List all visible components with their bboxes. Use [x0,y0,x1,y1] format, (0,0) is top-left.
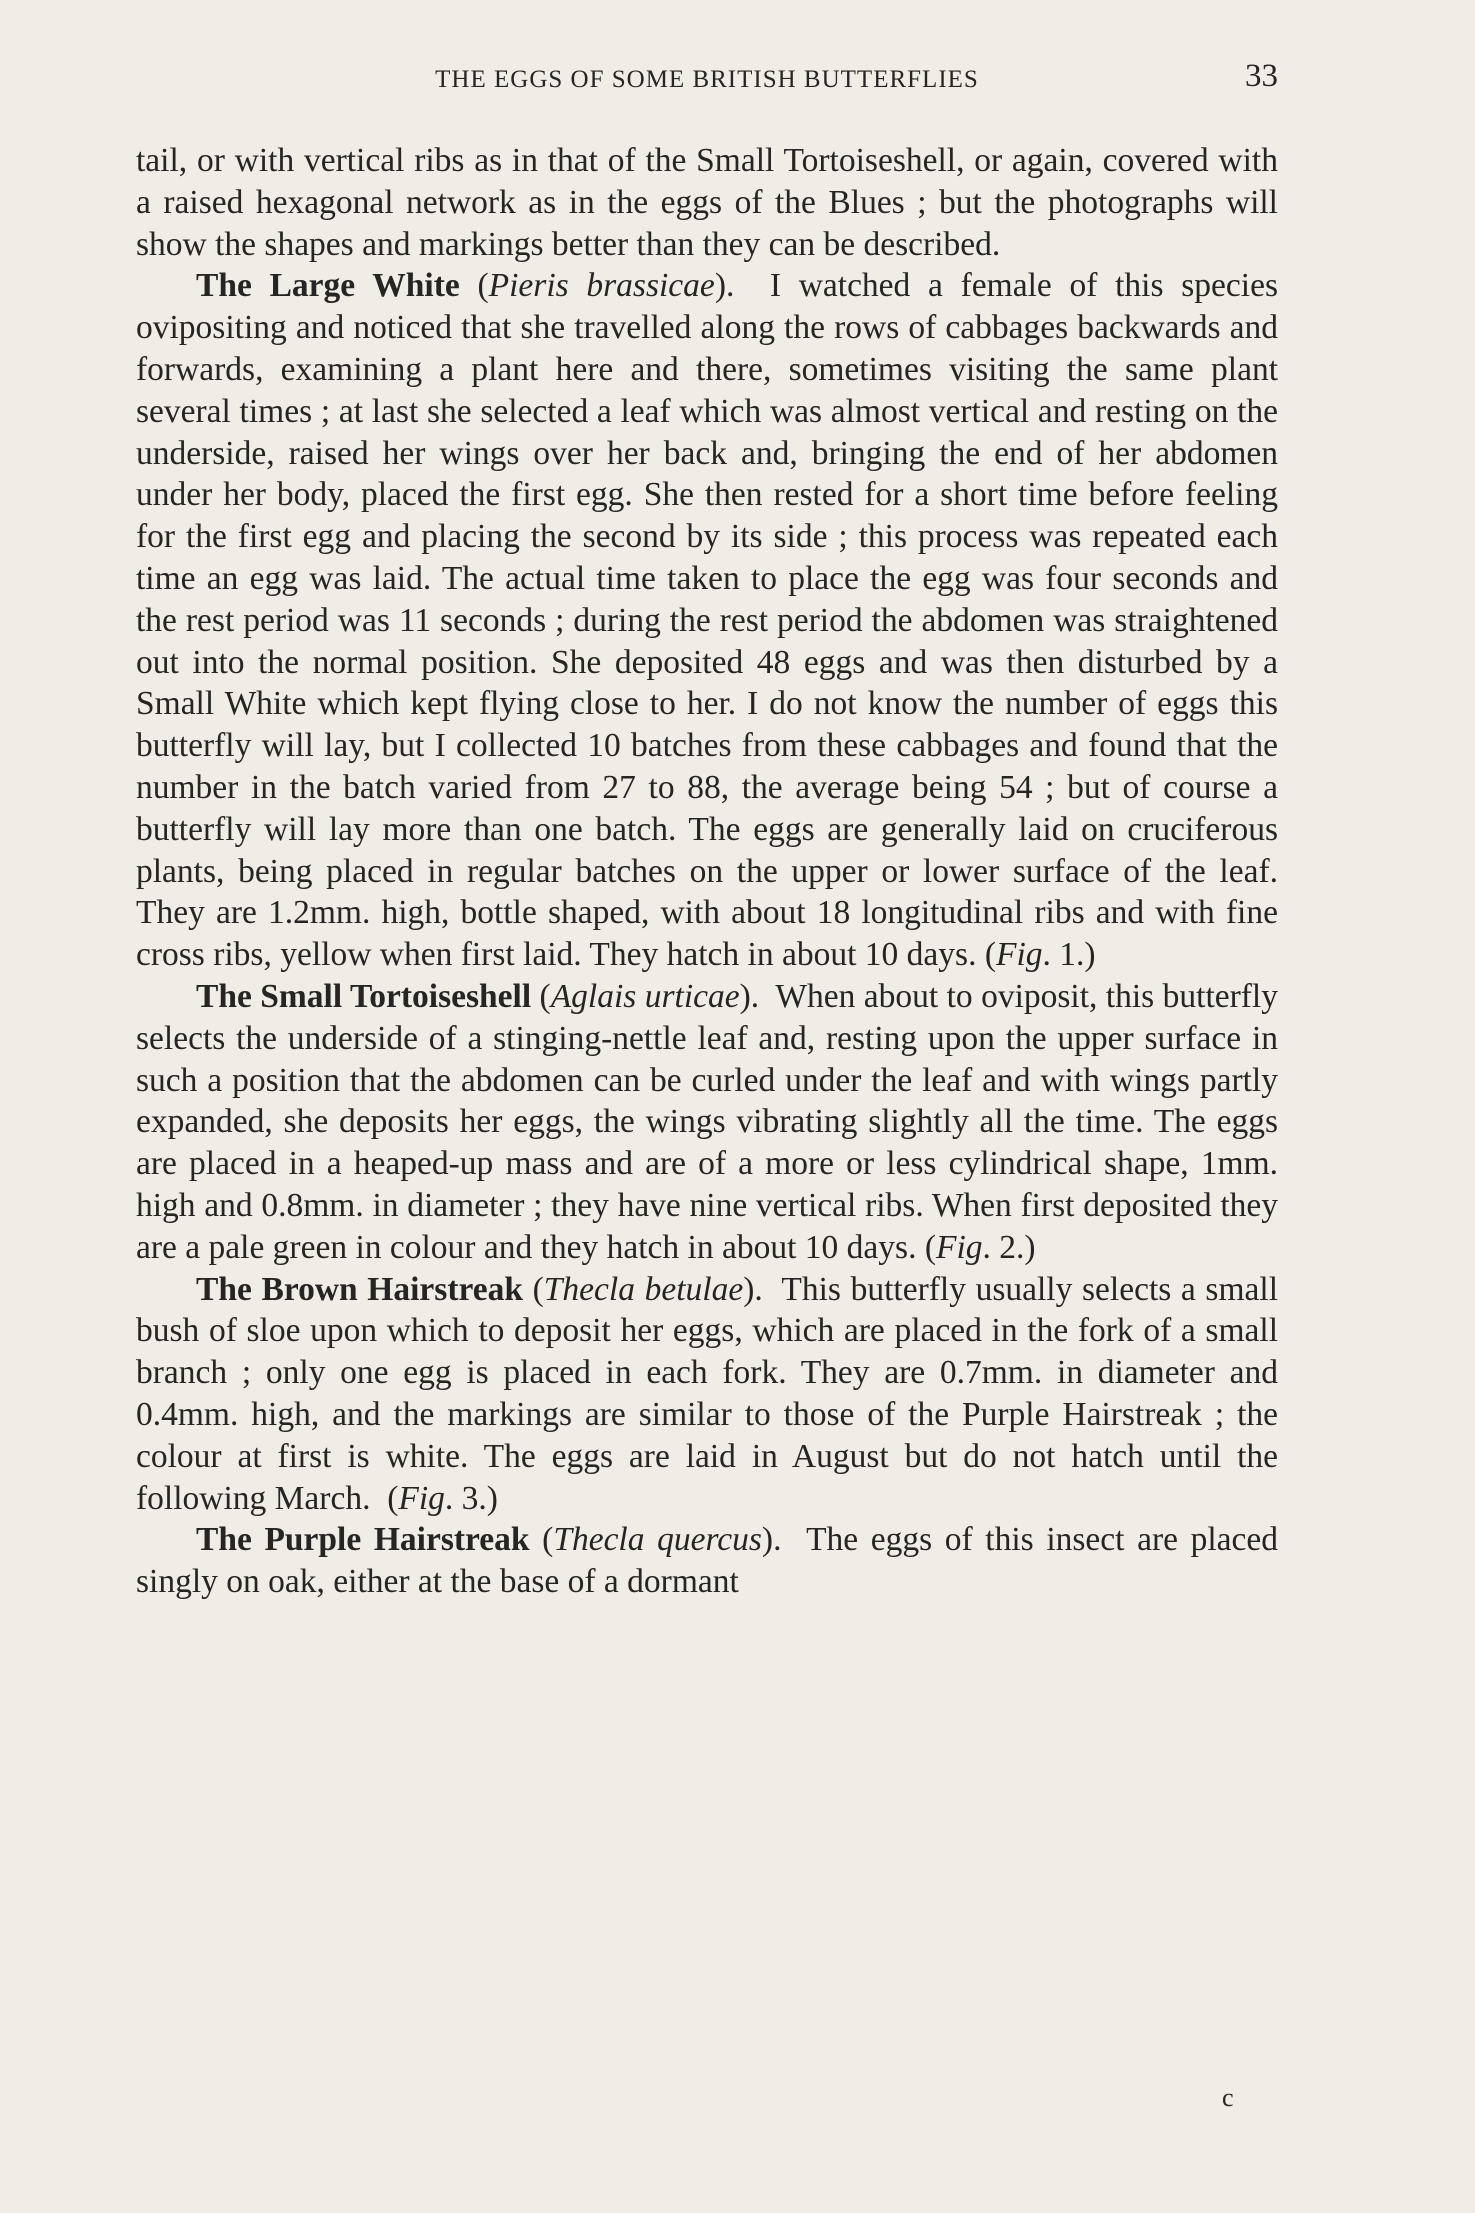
paragraph-small-tortoiseshell: The Small Tortoiseshell (Aglais urticae). When about to oviposit, this butterfly selects the underside of a stinging-nettle leaf and, resting upon the upper surface in such a position that the abdomen can be curled under the leaf and with wings partly expanded, she deposits her eggs, the wings vibrating slightly all the time. The eggs are placed in a heaped-up mass and are of a more or less cylindrical shape, 1mm. high and 0.8mm. in diameter ; they have nine vertical ribs. When first deposited they are a pale green in colour and they hatch in about 10 days. (Fig. 2.) [136,977,1278,1266]
scientific-name: Thecla quercus [553,1521,762,1559]
species-heading: The Purple Hairstreak [196,1521,530,1559]
species-heading: The Large White [196,267,460,305]
figure-ref-label: Fig [398,1479,445,1517]
figure-ref-number: 1. [1059,936,1085,974]
figure-ref-number: 2. [999,1228,1025,1266]
paragraph-text: I watched a female of this species ovipositing and noticed that she travelled along the rows of cabbages backwards and forwards, examining a plant here and there, sometimes visiting the same plant several times ; at last she selected a leaf which was almost vertical and resting on the underside, raised her wings over her back and, bringing the end of her abdomen under her body, placed the first egg. She then rested for a short time before feeling for the first egg and placing the second by its side ; this process was repeated each time an egg was laid. The actual time taken to place the egg was four seconds and the rest period was 11 seconds ; during the rest period the abdomen was straightened out into the normal position. She deposited 48 eggs and was then disturbed by a Small White which kept flying close to her. I do not know the number of eggs this butterfly will lay, but I collected 10 batches from these cabbages and found that the number in the batch varied from 27 to 88, the average being 54 ; but of course a butterfly will lay more than one batch. The eggs are generally laid on cruciferous plants, being placed in regular batches on the upper or lower surface of the leaf. They are 1.2mm. high, bottle shaped, with about 18 longitudinal ribs and with fine cross ribs, yellow when first laid. They hatch in about 10 days. [136,267,1278,974]
figure-ref-label: Fig [935,1228,983,1266]
running-head: THE EGGS OF SOME BRITISH BUTTERFLIES [435,66,979,93]
scientific-name: Aglais urticae [550,977,740,1015]
species-heading: The Brown Hairstreak [196,1270,523,1308]
species-heading: The Small Tortoiseshell [196,977,532,1015]
figure-ref-label: Fig [995,936,1043,974]
signature-mark: c [1222,2083,1234,2112]
page-body [136,140,1278,1603]
paragraph-text: tail, or with vertical ribs as in that of the Small Tortoiseshell, or again, covered with a raised hexagonal network as in the eggs of the Blues ; but the photographs will show the shapes and markings better than they can be described. [136,142,1278,263]
figure-ref-number: 3. [461,1479,487,1517]
scientific-name: Pieris brassicae [488,267,715,305]
paragraph-text: When about to oviposit, this butterfly selects the underside of a stinging-nettle leaf and, resting upon the upper surface in such a position that the abdomen can be curled under the leaf and with wings partly expanded, she deposits her eggs, the wings vibrating slightly all the time. The eggs are placed in a heaped-up mass and are of a more or less cylindrical shape, 1mm. high and 0.8mm. in diameter ; they have nine vertical ribs. When first deposited they are a pale green in colour and they hatch in about 10 days. [136,977,1278,1266]
paragraph-brown-hairstreak: The Brown Hairstreak (Thecla betulae). This butterfly usually selects a small bush of sloe upon which to deposit her eggs, which are placed in the fork of a small branch ; only one egg is placed in each fork. They are 0.7mm. in diameter and 0.4mm. high, and the markings are similar to those of the Purple Hairstreak ; the colour at first is white. The eggs are laid in August but do not hatch until the following March. (Fig. 3.) [136,1270,1278,1517]
page-number: 33 [1245,58,1278,94]
paragraph-continuation [136,140,1278,265]
paragraph-text: This butterfly usually selects a small bush of sloe upon which to deposit her eggs, which are placed in the fork of a small branch ; only one egg is placed in each fork. They are 0.7mm. in diameter and 0.4mm. high, and the markings are similar to those of the Purple Hairstreak ; the colour at first is white. The eggs are laid in August but do not hatch until the following March. [136,1270,1278,1517]
page-header [136,58,1278,102]
paragraph-large-white: The Large White (Pieris brassicae). I watched a female of this species ovipositing and noticed that she travelled along the rows of cabbages backwards and forwards, examining a plant here and there, sometimes visiting the same plant several times ; at last she selected a leaf which was almost vertical and resting on the underside, raised her wings over her back and, bringing the end of her abdomen under her body, placed the first egg. She then rested for a short time before feeling for the first egg and placing the second by its side ; this process was repeated each time an egg was laid. The actual time taken to place the egg was four seconds and the rest period was 11 seconds ; during the rest period the abdomen was straightened out into the normal position. She deposited 48 eggs and was then disturbed by a Small White which kept flying close to her. I do not know the number of eggs this butterfly will lay, but I collected 10 batches from these cabbages and found that the number in the batch varied from 27 to 88, the average being 54 ; but of course a butterfly will lay more than one batch. The eggs are generally laid on cruciferous plants, being placed in regular batches on the upper or lower surface of the leaf. They are 1.2mm. high, bottle shaped, with about 18 longitudinal ribs and with fine cross ribs, yellow when first laid. They hatch in about 10 days. (Fig. 1.) [136,267,1278,974]
paragraph-text: The eggs of this insect are placed singly on oak, either at the base of a dormant [136,1521,1278,1601]
paragraph-purple-hairstreak: The Purple Hairstreak (Thecla quercus). The eggs of this insect are placed singly on oak, either at the base of a dormant [136,1521,1278,1601]
scientific-name: Thecla betulae [543,1270,744,1308]
